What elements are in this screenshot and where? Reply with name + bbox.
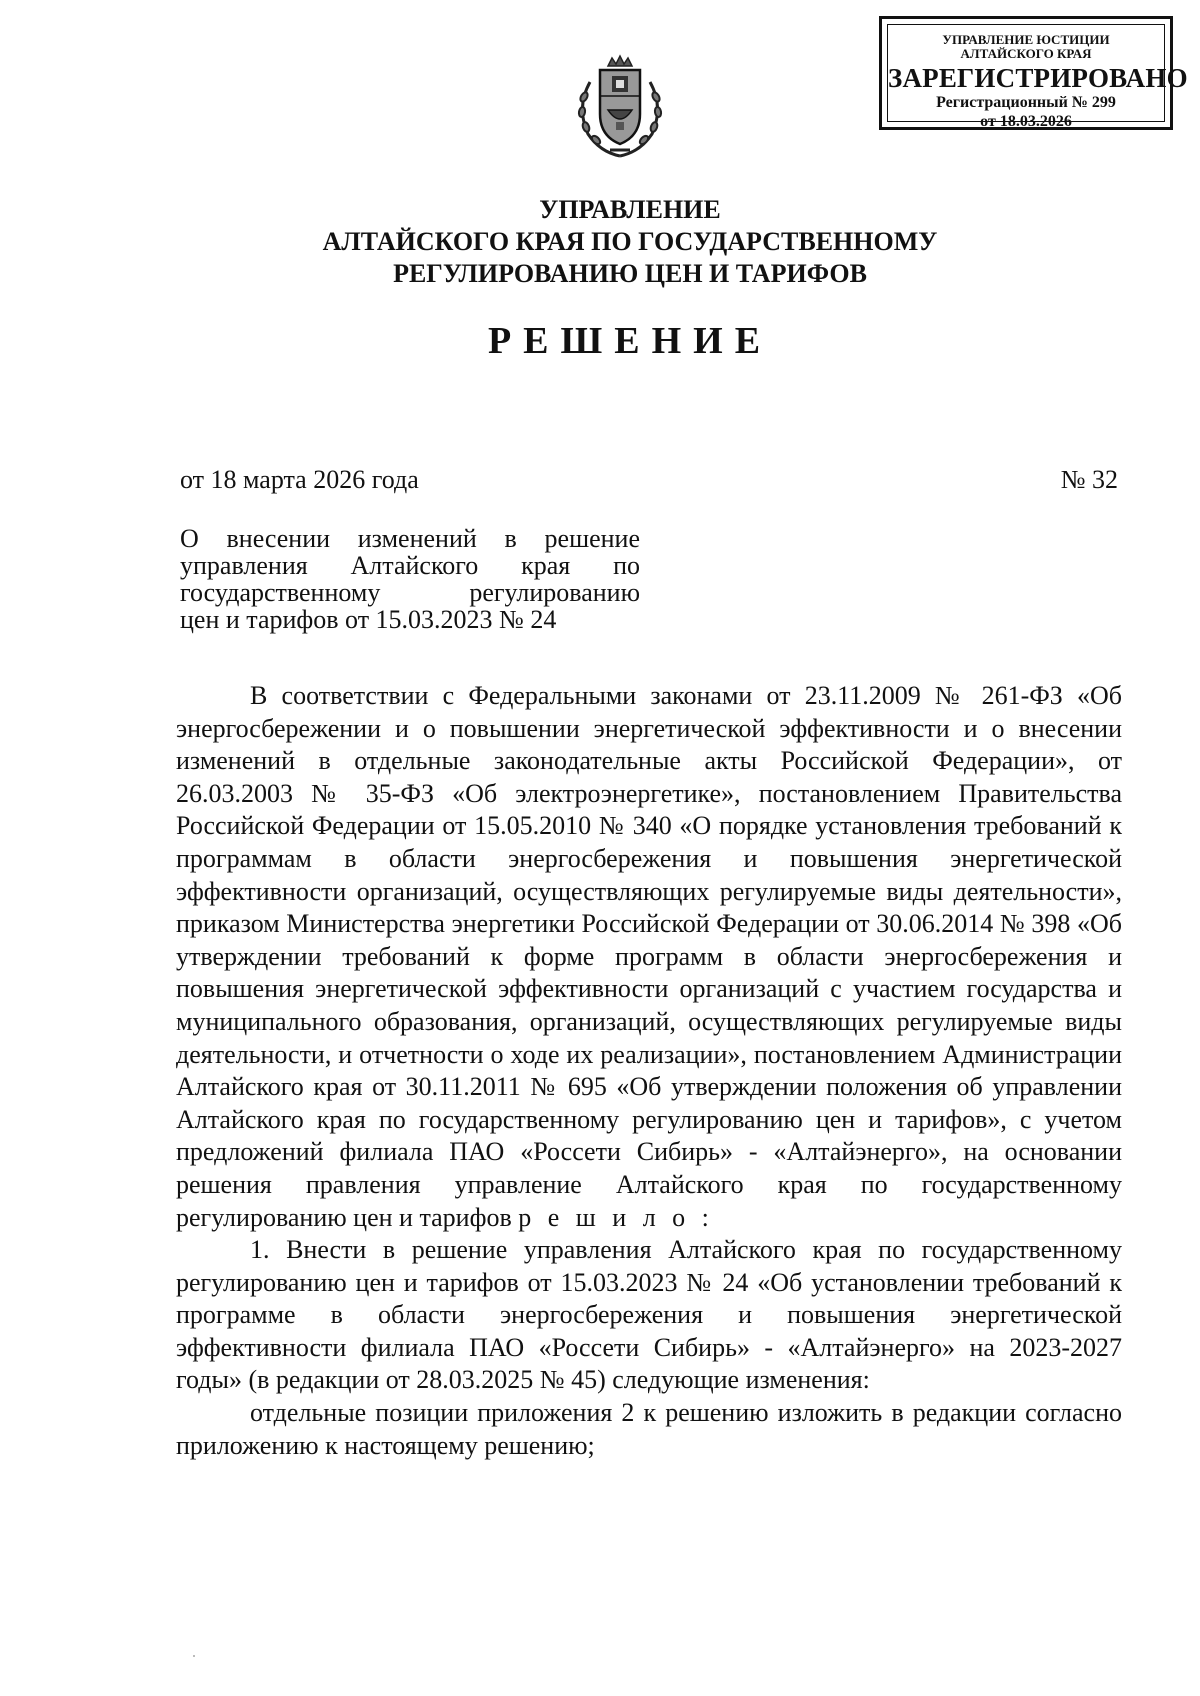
subject-line-2: управления Алтайского края по <box>180 551 640 580</box>
resolved-word: р е ш и л о : <box>518 1202 714 1232</box>
org-line-1: УПРАВЛЕНИЕ <box>539 195 721 224</box>
registration-stamp <box>879 16 1188 130</box>
body-paragraph-preamble <box>176 680 1122 1234</box>
coat-of-arms-icon <box>570 52 670 162</box>
document-body <box>176 680 1122 1462</box>
document-number: № 32 <box>1060 465 1118 494</box>
stamp-reg-number: Регистрационный № 299 <box>936 94 1116 111</box>
document-subject <box>180 525 640 633</box>
subject-line-3: государственному регулированию <box>180 578 640 607</box>
scan-speck <box>193 1655 195 1657</box>
issuing-authority <box>200 194 1060 290</box>
subject-line-1: О внесении изменений в решение <box>180 524 640 553</box>
document-type-title: РЕШЕНИЕ <box>487 320 773 362</box>
org-line-3: РЕГУЛИРОВАНИЮ ЦЕН И ТАРИФОВ <box>393 259 867 288</box>
org-line-2: АЛТАЙСКОГО КРАЯ ПО ГОСУДАРСТВЕННОМУ <box>322 227 938 256</box>
stamp-reg-date: от 18.03.2026 <box>980 113 1072 130</box>
subject-line-4: цен и тарифов от 15.03.2023 № 24 <box>180 605 557 634</box>
document-date: от 18 марта 2026 года <box>180 465 419 494</box>
body-paragraph-amendment: отдельные позиции приложения 2 к решению изложить в редакции согласно приложению к настоящему решению; <box>176 1398 1122 1460</box>
stamp-inner-frame <box>887 24 1188 130</box>
stamp-agency-line1: УПРАВЛЕНИЕ ЮСТИЦИИ <box>942 32 1110 47</box>
body-paragraph-item-1: 1. Внести в решение управления Алтайского края по государственному регулированию цен и тарифов от 15.03.2023 № 24 «Об установлении требований к программе в области энергосбережения и повышения энергетической эффективности филиала ПАО «Россети Сибирь» - «Алтайэнерго» на 2023-2027 годы» (в редакции от 28.03.2025 № 45) следующие изменения: <box>176 1235 1122 1395</box>
stamp-agency-line2: АЛТАЙСКОГО КРАЯ <box>960 46 1092 61</box>
stamp-status: ЗАРЕГИСТРИРОВАНО <box>888 63 1188 93</box>
coat-of-arms-svg <box>570 52 670 162</box>
preamble-text: В соответствии с Федеральными законами от 23.11.2009 № 261-ФЗ «Об энергосбережении и о повышении энергетической эффективности и о внесении изменений в отдельные законодательные акты Российской Федерации», от 26.03.2003 № 35-ФЗ «Об электроэнергетике», постановлением Правительства Российской Федерации от 15.05.2010 № 340 «О порядке установления требований к программам в области энергосбережения и повышения энергетической эффективности организаций, осуществляющих регулируемые виды деятельности», приказом Министерства энергетики Российской Федерации от 30.06.2014 № 398 «Об утверждении требований к форме программ в области энергосбережения и повышения энергетической эффективности организаций с участием государства и муниципального образования, организаций, осуществляющих регулируемые виды деятельности, и отчетности о ходе их реализации», постановлением Администрации Алтайского края от 30.11.2011 № 695 «Об утверждении положения об управлении Алтайского края по государственному регулированию цен и тарифов», с учетом предложений филиала ПАО «Россети Сибирь» - «Алтайэнерго», на основании решения правления управление Алтайского края по государственному регулированию цен и тарифов <box>176 681 1122 1232</box>
